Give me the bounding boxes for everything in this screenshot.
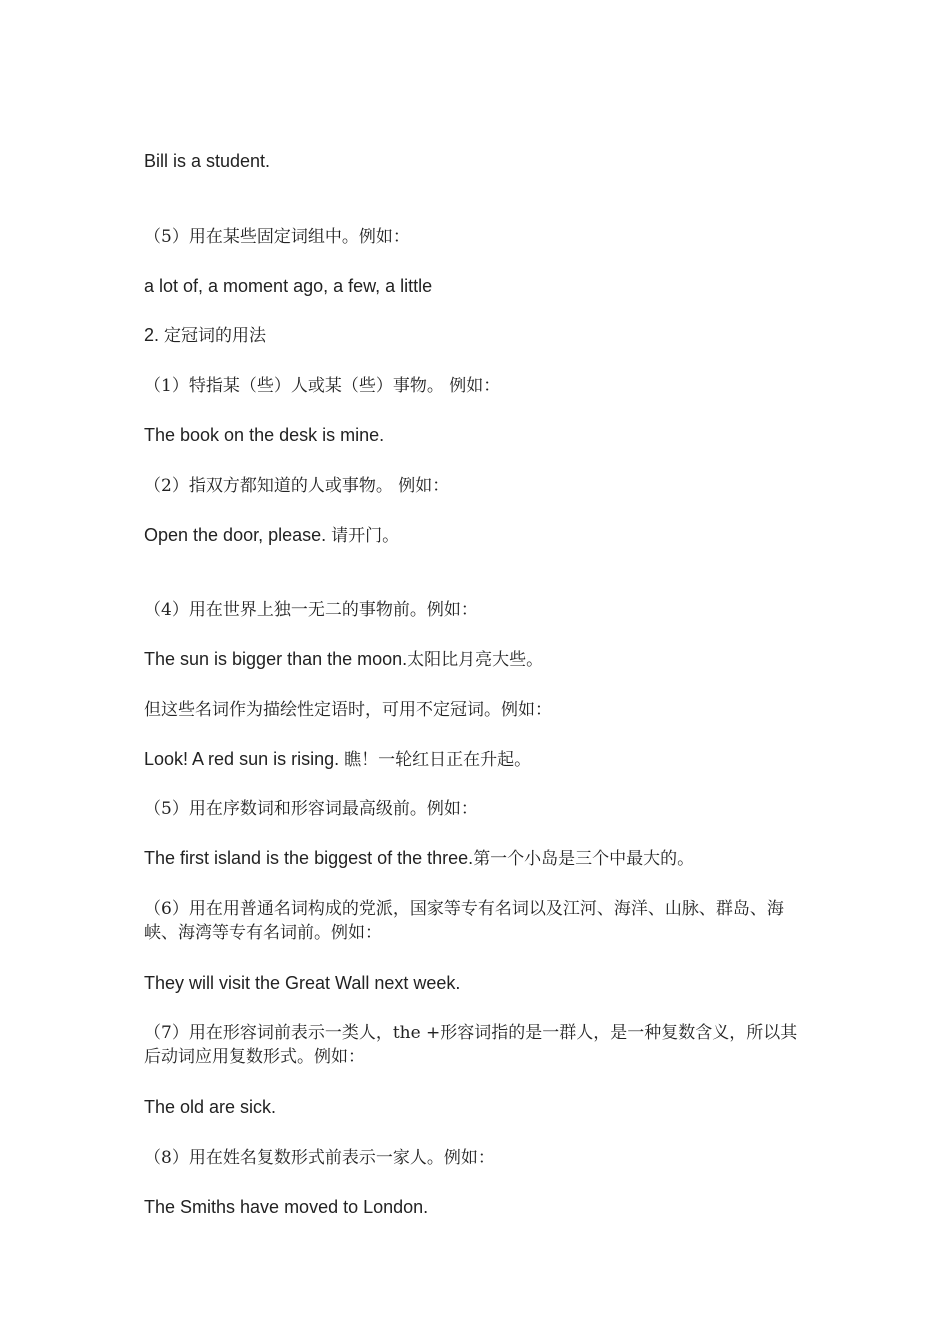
rule-heading xyxy=(144,1145,810,1170)
chinese-text: （5）用在序数词和形容词最高级前。例如： xyxy=(144,799,478,819)
rule-heading xyxy=(144,896,810,945)
english-text: The first island is the biggest of the three. xyxy=(144,848,474,868)
rule-heading xyxy=(144,473,810,498)
chinese-text: （5）用在某些固定词组中。例如： xyxy=(144,227,410,247)
chinese-text: （1）特指某（些）人或某（些）事物。 例如： xyxy=(144,376,501,396)
example-sentence xyxy=(144,149,810,174)
chinese-text: 瞧！一轮红日正在升起。 xyxy=(344,750,532,770)
chinese-text: （2）指双方都知道的人或事物。 例如： xyxy=(144,476,450,496)
rule-heading xyxy=(144,796,810,821)
example-sentence xyxy=(144,647,810,672)
example-sentence xyxy=(144,423,810,448)
chinese-text: （4）用在世界上独一无二的事物前。例如： xyxy=(144,600,478,620)
chinese-text: （8）用在姓名复数形式前表示一家人。例如： xyxy=(144,1148,495,1168)
chinese-text: （6）用在用普通名词构成的党派，国家等专有名词以及江河、海洋、山脉、群岛、海峡、海湾等专有名词前。例如： xyxy=(144,899,784,943)
rule-heading xyxy=(144,597,810,622)
example-sentence xyxy=(144,747,810,772)
example-sentence xyxy=(144,1195,810,1220)
example-sentence xyxy=(144,523,810,548)
example-sentence xyxy=(144,1095,810,1120)
english-text: Bill is a student. xyxy=(144,151,271,171)
chinese-text: 第一个小岛是三个中最大的。 xyxy=(473,849,695,869)
english-text: They will visit the Great Wall next week. xyxy=(144,973,461,993)
note-text xyxy=(144,697,810,722)
english-text: The Smiths have moved to London. xyxy=(144,1197,429,1217)
rule-heading xyxy=(144,373,810,398)
rule-heading xyxy=(144,224,810,249)
section-heading xyxy=(144,323,810,348)
example-sentence xyxy=(144,274,810,299)
english-text: The old are sick. xyxy=(144,1097,277,1117)
english-text: Look! A red sun is rising. xyxy=(144,749,345,769)
chinese-text: （7）用在形容词前表示一类人，the +形容词指的是一群人，是一种复数含义，所以其后动词应用复数形式。例如： xyxy=(144,1023,798,1067)
english-text: The sun is bigger than the moon. xyxy=(144,649,408,669)
chinese-text: 但这些名词作为描绘性定语时，可用不定冠词。例如： xyxy=(144,700,552,720)
chinese-text: 请开门。 xyxy=(331,526,400,546)
english-text: The book on the desk is mine. xyxy=(144,425,385,445)
example-sentence xyxy=(144,971,810,996)
chinese-text: 定冠词的用法 xyxy=(164,326,267,346)
rule-heading xyxy=(144,1020,810,1069)
english-text: Open the door, please. xyxy=(144,525,332,545)
english-text: 2. xyxy=(144,325,165,345)
example-sentence xyxy=(144,846,810,871)
english-text: a lot of, a moment ago, a few, a little xyxy=(144,276,433,296)
chinese-text: 太阳比月亮大些。 xyxy=(407,650,544,670)
